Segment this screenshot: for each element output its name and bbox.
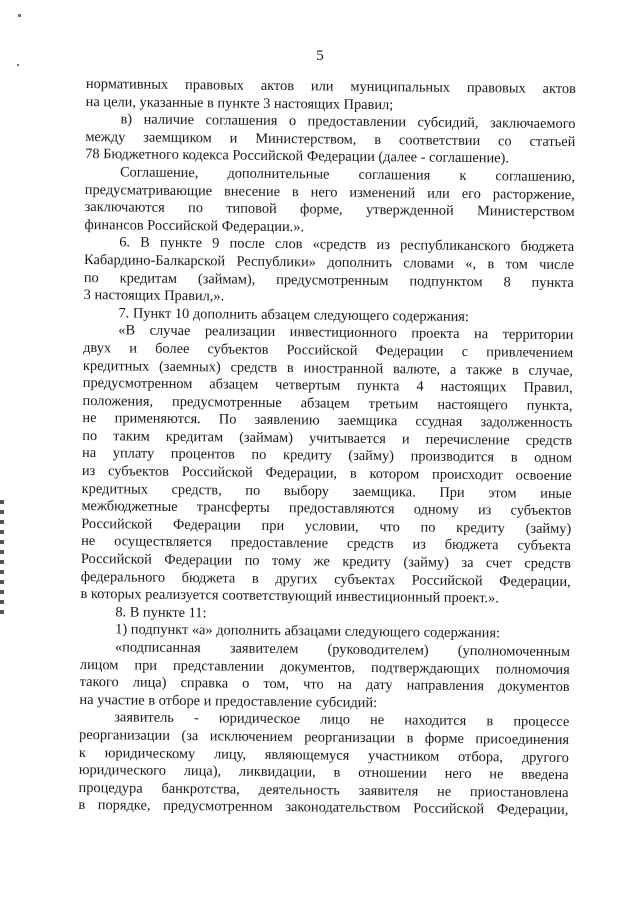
text-line: на цели, указанные в пункте 3 настоящих Правил; [85,93,394,113]
text-line: кредитных средств, по выбору заемщика. При этом иные [81,480,572,502]
text-line: 8. В пункте 11: [115,604,207,622]
text-line: реорганизации (за исключением реорганизации в форме присоединения [79,726,570,749]
text-line: юридического лица), ликвидации, в отношении него не введена [78,762,569,784]
text-line: в) наличие соглашения о предоставлении субсидий, заключаемого [120,111,576,133]
text-line: Российской Федерации при условии, что по кредиту (займу) [81,515,572,537]
text-line: лицом при представлении документов, подтверждающих полномочия [79,656,570,678]
text-line: Российской Федерации по тому же кредиту (займу) за счет средств [80,551,571,573]
text-line: предусмотренном абзацем четвертым пункта 4 настоящих Правил, [82,375,573,397]
text-line: «В случае реализации инвестиционного проекта на территории [118,322,574,344]
text-line: 7. Пункт 10 дополнить абзацем следующего содержания: [118,305,470,325]
text-line: заключаются по типовой форме, утвержденной Министерством [84,199,575,221]
text-line: в которых реализуется соответствующий инвестиционный проект.». [80,586,499,607]
text-line: такого лица) справка о том, что на дату направления документов [79,674,570,696]
text-line: предусматривающие внесение в него изменений или его расторжение, [84,181,575,203]
text-line: нормативных правовых актов или муниципальных правовых актов [85,76,576,98]
text-line: Соглашение, дополнительные соглашения к соглашению, [119,164,576,186]
text-line: заявитель - юридическое лицо не находится в процессе [114,709,570,731]
text-line: «подписанная заявителем (руководителем) (уполномоченным [114,639,571,661]
text-line: из субъектов Российской Федерации, в котором происходит освоение [81,463,572,485]
text-line: процедура банкротства, деятельность заявителя не приостановлена [78,779,569,801]
scan-edge-marks [0,500,4,620]
text-line: по кредитам (займам), предусмотренным подпунктом 8 пункта [83,269,574,291]
text-line: 3 настоящих Правил,». [83,287,225,305]
text-line: к юридическому лицу, являющемуся участником отбора, другого [78,744,569,766]
text-line: кредитных (заемных) средств в иностранной валюте, а также в случае, [82,357,574,379]
text-line: между заемщиком и Министерством, в соответствии со статьей [85,128,576,150]
text-line: 78 Бюджетного кодекса Российской Федерации (далее - соглашение). [85,146,510,167]
scan-speck-mid [17,64,19,66]
page-number: 5 [316,48,324,64]
text-line: двух и более субъектов Российской Федерации с привлечением [83,339,574,362]
text-line: не применяются. По заявлению заемщика ссудная задолженность [82,410,573,432]
text-line: межбюджетные трансферты предоставляются одному из субъектов [81,498,572,520]
text-line: Кабардино-Балкарской Республики» дополнить словами «, в том числе [83,251,575,274]
text-line: финансов Российской Федерации.». [84,216,305,236]
scan-speck-top [18,14,21,17]
text-line: не осуществляется предоставление средств из бюджета субъекта [81,533,572,555]
text-line: на участие в отборе и предоставление субсидий: [79,691,378,711]
document-body [78,76,576,820]
text-line: по таким кредитам (займам) учитывается и перечисление средств [82,427,573,449]
text-line: федерального бюджета в других субъектах Российской Федерации, [80,568,571,590]
text-line: на уплату процентов по кредиту (займу) производится в одном [81,445,573,467]
text-line: 6. В пункте 9 после слов «средств из республиканского бюджета [119,234,575,256]
text-line: 1) подпункт «а» дополнить абзацами следующего содержания: [115,621,501,642]
text-line: положения, предусмотренные абзацем третьим настоящего пункта, [82,392,573,414]
text-line: в порядке, предусмотренном законодательством Российской Федерации, [78,797,569,819]
